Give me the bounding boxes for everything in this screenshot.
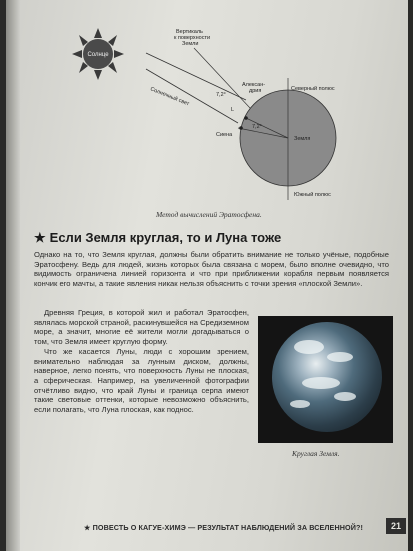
syene-label: Сиена xyxy=(216,132,233,138)
left-column xyxy=(34,308,249,415)
section-heading-text: Если Земля круглая, то и Луна тоже xyxy=(49,230,282,245)
south-pole-label: Южный полюс xyxy=(294,192,331,198)
earth-image xyxy=(272,322,382,432)
section-heading xyxy=(34,230,281,246)
alexandria-label-line2: дрия xyxy=(249,88,262,94)
svg-text:Алексан- дрия xyxy=(242,82,267,94)
vertical-label-line1: Вертикаль xyxy=(176,29,203,35)
l-label: L xyxy=(231,107,235,113)
svg-text:Вертикаль к поверхности xyxy=(174,29,212,47)
paragraph-1: Однако на то, что Земля круглая, должны были обратить внимание не только учёные, подобные Эратосфену. Ведь для людей, жизнь которых была связана с морем, было вполне очевидно, что видимость ограничена линией горизонта и что при приближении корабля первым появляется кончик его мачты, а такие явления никак нельзя объяснить с точки зрения «плоской Земли». xyxy=(34,250,389,289)
book-page xyxy=(6,0,408,551)
sun-label: Солнце xyxy=(87,52,109,58)
earth-label: Земля xyxy=(294,136,311,142)
star-icon: ★ xyxy=(34,230,46,245)
north-pole-label: Северный полюс xyxy=(291,86,335,92)
angle-earth-label: 7,2° xyxy=(252,124,262,130)
paragraph-2: Древняя Греция, в которой жил и работал Эратосфен, являлась морской страной, раскинувшейся на Средиземном море, а значит, многие её жители могли догадываться о том, что Земля имеет круглую форму. xyxy=(34,308,249,347)
vertical-label-line2: к поверхности xyxy=(174,35,211,41)
angle-top-label: 7,2° xyxy=(216,92,226,98)
vertical-label-line3: Земли xyxy=(182,41,199,47)
paragraph-3: Что же касается Луны, люди с хорошим зрением, внимательно наблюдая за лунным диском, должны, наверное, легко понять, что поверхность Луны не плоская, а сферическая. Например, на увеличенной фотографии отчётливо видно, что край Луны и граница серпа имеют такие световые оттенки, которые невозможно объяснить, если полагать, что Луна плоская, как поднос. xyxy=(34,346,249,415)
sunlight-label: Солнечный свет xyxy=(149,86,190,108)
earth-photo xyxy=(258,316,393,443)
diagram-caption: Метод вычислений Эратосфена. xyxy=(156,210,262,219)
eratosthenes-diagram xyxy=(66,28,356,208)
page-binding-shadow xyxy=(6,0,20,551)
sun-icon xyxy=(72,28,124,80)
footer-running-title: ★ ПОВЕСТЬ О КАГУЕ-ХИМЭ — РЕЗУЛЬТАТ НАБЛЮДЕНИЙ ЗА ВСЕЛЕННОЙ?! xyxy=(84,523,363,532)
earth-caption: Круглая Земля. xyxy=(292,449,340,458)
alexandria-label-line1: Алексан- xyxy=(242,82,266,88)
page-number: 21 xyxy=(386,518,406,534)
